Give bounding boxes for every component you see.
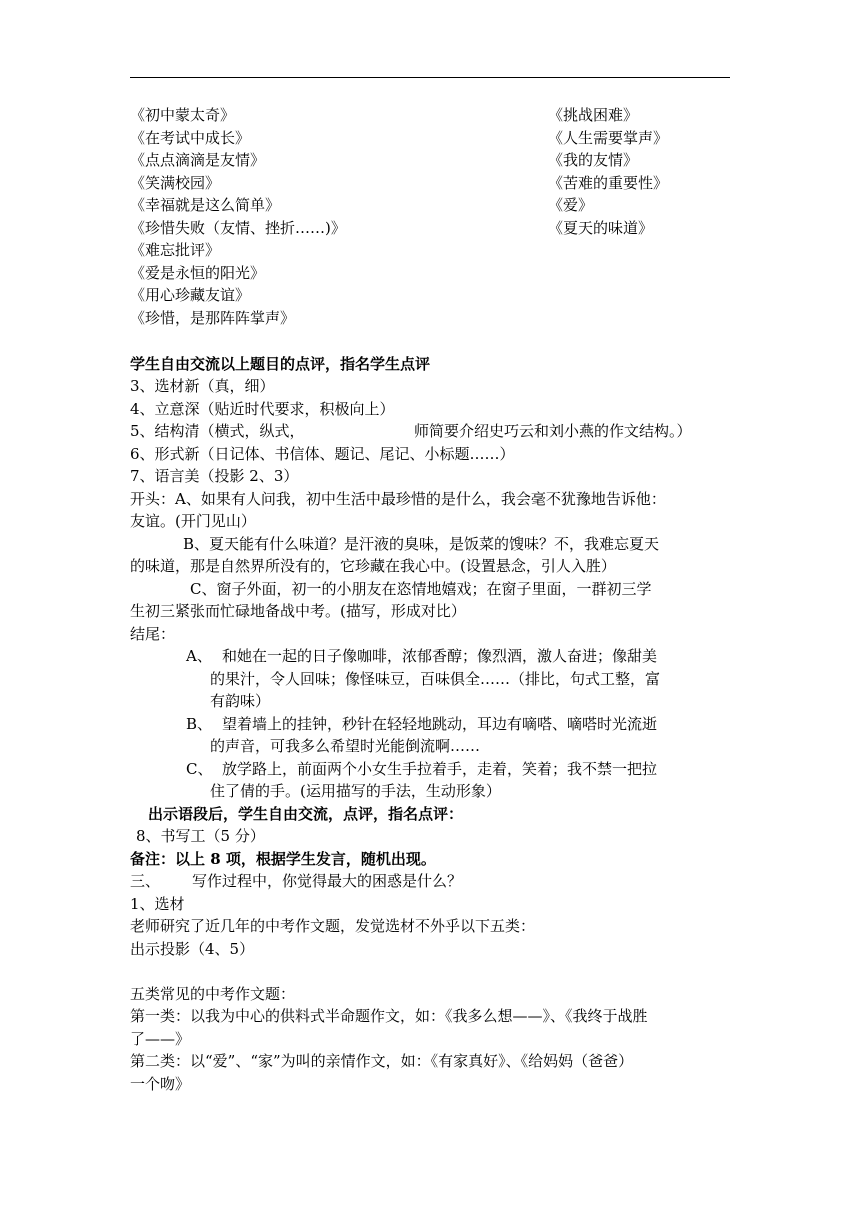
body-line: 友谊。(开门见山）: [130, 512, 256, 530]
title-left-5: 《幸福就是这么简单》: [130, 196, 281, 214]
body-line: 第一类：以我为中心的供料式半命题作文，如：《我多么想——》、《我终于战胜: [130, 1007, 648, 1025]
body-line: 出示投影（4、5）: [130, 940, 255, 958]
prompt-heading: 学生自由交流以上题目的点评，指名学生点评: [130, 355, 431, 373]
prompt-heading: 出示语段后，学生自由交流，点评，指名点评：: [148, 805, 464, 823]
title-right-3: 《我的友情》: [548, 151, 639, 169]
body-line: 了——》: [130, 1030, 191, 1048]
section-number: 三、: [130, 872, 161, 890]
title-left-1: 《初中蒙太奇》: [130, 106, 236, 124]
body-line: 开头：A、如果有人问我，初中生活中最珍惜的是什么，我会毫不犹豫地告诉他：: [130, 490, 666, 508]
note-line: 备注：以上 8 项，根据学生发言，随机出现。: [130, 850, 436, 868]
body-line: 和她在一起的日子像咖啡，浓郁香醇；像烈酒，激人奋进；像甜美: [222, 647, 658, 665]
body-line: 第二类：以“爱”、“家”为叫的亲情作文，如：《有家真好》、《给妈妈（爸爸）: [130, 1052, 634, 1070]
body-line: 的味道，那是自然界所没有的，它珍藏在我心中。(设置悬念，引人入胜）: [130, 557, 616, 575]
body-line: 7、语言美（投影 2、3）: [130, 467, 299, 485]
list-marker: C、: [186, 760, 213, 778]
body-line: C、窗子外面，初一的小朋友在恣情地嬉戏；在窗子里面，一群初三学: [190, 580, 652, 598]
body-line: 一个吻》: [130, 1075, 191, 1093]
body-line: 师简要介绍史巧云和刘小燕的作文结构。）: [414, 422, 692, 440]
body-line: 6、形式新（日记体、书信体、题记、尾记、小标题……）: [130, 445, 515, 463]
body-line: 的果汁，令人回味；像怪味豆，百味俱全……（排比，句式工整，富: [210, 670, 661, 688]
body-line: 8、书写工（5 分）: [136, 827, 265, 845]
title-left-10: 《珍惜，是那阵阵掌声》: [130, 309, 296, 327]
body-line: 住了倩的手。(运用描写的手法，生动形象）: [210, 782, 501, 800]
title-left-7: 《难忘批评》: [130, 241, 221, 259]
body-line: 4、立意深（贴近时代要求，积极向上）: [130, 400, 395, 418]
body-line: 的声音，可我多么希望时光能倒流啊……: [210, 737, 481, 755]
body-line: 望着墙上的挂钟，秒针在轻轻地跳动，耳边有嘀嗒、嘀嗒时光流逝: [222, 715, 658, 733]
title-left-8: 《爱是永恒的阳光》: [130, 264, 266, 282]
body-line: 有韵味）: [210, 692, 271, 710]
list-marker: B、: [186, 715, 213, 733]
body-line: 生初三紧张而忙碌地备战中考。(描写，形成对比）: [130, 602, 466, 620]
title-right-5: 《爱》: [548, 196, 594, 214]
list-marker: A、: [186, 647, 212, 665]
title-right-4: 《苦难的重要性》: [548, 174, 669, 192]
header-rule: [130, 77, 730, 78]
body-line: 5、结构清（横式，纵式，: [130, 422, 305, 440]
body-line: B、夏天能有什么味道？是汗液的臭味，是饭菜的馊味？不，我难忘夏天: [183, 535, 660, 553]
body-line: 结尾：: [130, 625, 176, 643]
title-right-2: 《人生需要掌声》: [548, 129, 669, 147]
title-left-9: 《用心珍藏友谊》: [130, 286, 251, 304]
body-line: 1、选材: [130, 895, 185, 913]
body-line: 老师研究了近几年的中考作文题，发觉选材不外乎以下五类：: [130, 917, 536, 935]
title-left-3: 《点点滴滴是友情》: [130, 151, 266, 169]
title-left-2: 《在考试中成长》: [130, 129, 251, 147]
title-right-6: 《夏天的味道》: [548, 219, 654, 237]
section-heading: 写作过程中，你觉得最大的困惑是什么？: [192, 872, 463, 890]
body-line: 放学路上，前面两个小女生手拉着手，走着，笑着；我不禁一把拉: [222, 760, 658, 778]
title-left-6: 《珍惜失败（友情、挫折……)》: [130, 219, 346, 237]
body-line: 3、选材新（真，细）: [130, 377, 275, 395]
body-line: 五类常见的中考作文题：: [130, 985, 296, 1003]
title-right-1: 《挑战困难》: [548, 106, 639, 124]
title-left-4: 《笑满校园》: [130, 174, 221, 192]
